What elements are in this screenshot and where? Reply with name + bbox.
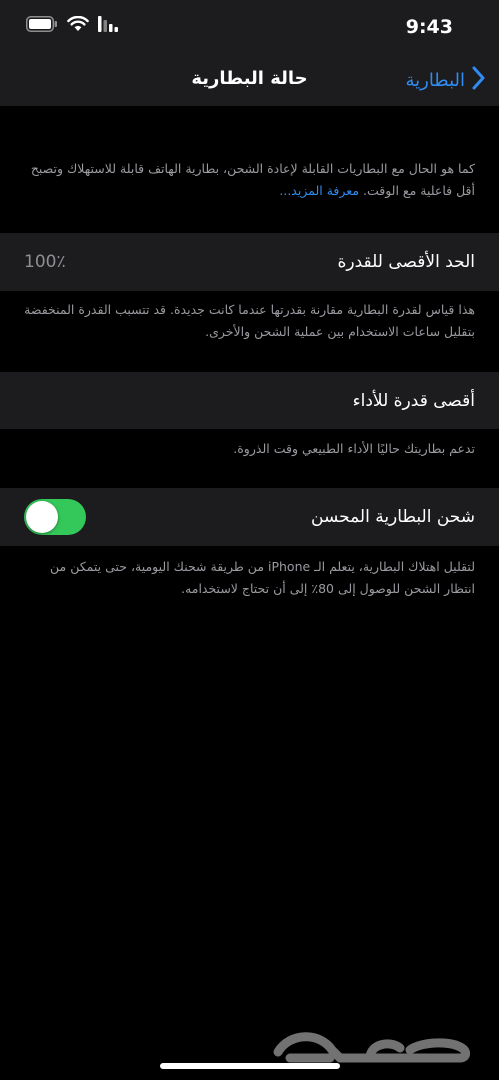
optimized-charging-label: شحن البطارية المحسن (311, 507, 475, 527)
learn-more-link[interactable]: معرفة المزيد... (279, 183, 360, 198)
status-bar (0, 0, 499, 56)
back-button-label: البطارية (405, 70, 465, 91)
maximum-capacity-footer: هذا قياس لقدرة البطارية مقارنة بقدرتها عندما كانت جديدة. قد تتسبب القدرة المنخفضة بتقليل ساعات الاستخدام بين عملية الشحن والأخرى. (24, 302, 475, 339)
optimized-charging-toggle[interactable] (24, 499, 86, 535)
maximum-capacity-value: 100٪ (24, 252, 66, 272)
home-indicator[interactable] (160, 1063, 340, 1069)
maximum-capacity-cell (0, 233, 499, 291)
intro-description (22, 158, 475, 202)
optimized-charging-footer: لتقليل اهتلاك البطارية، يتعلم الـ iPhone من طريقة شحنك اليومية، حتى يتمكن من انتظار الشحن للوصول إلى 80٪ إلى أن تحتاج لاستخدامه. (50, 559, 475, 596)
status-icons (26, 16, 120, 36)
battery-icon (26, 16, 58, 36)
cellular-signal-icon (98, 16, 120, 36)
navigation-bar (0, 56, 499, 106)
peak-performance-cell (0, 372, 499, 429)
intro-text: كما هو الحال مع البطاريات القابلة لإعادة الشحن، بطارية الهاتف قابلة للاستهلاك وتصبح أقل فاعلية مع الوقت. (30, 161, 475, 198)
chevron-left-icon (471, 66, 485, 95)
toggle-knob (26, 501, 58, 533)
page-title: حالة البطارية (191, 68, 308, 89)
wifi-icon (67, 16, 89, 36)
peak-performance-footer: تدعم بطاريتك حاليًا الأداء الطبيعي وقت الذروة. (233, 441, 475, 456)
maximum-capacity-label: الحد الأقصى للقدرة (337, 252, 475, 272)
status-time: 9:43 (405, 16, 453, 38)
peak-performance-label: أقصى قدرة للأداء (352, 390, 475, 411)
back-button[interactable] (405, 66, 485, 95)
optimized-charging-cell (0, 488, 499, 546)
